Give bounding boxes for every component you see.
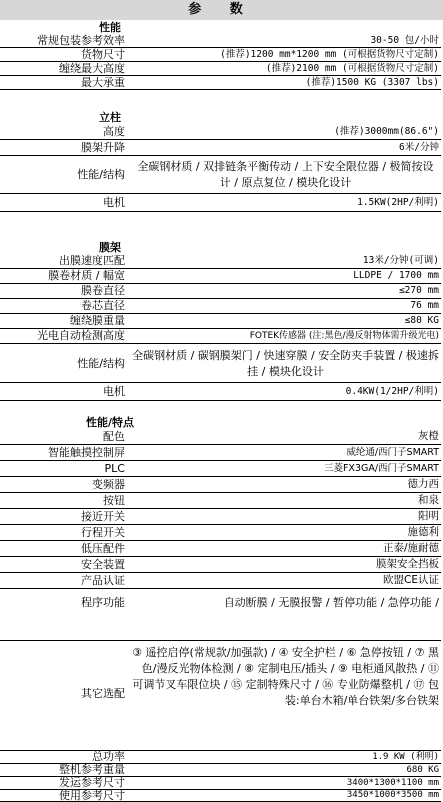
spec-row: 膜卷材质 / 幅宽 LLDPE / 1700 mm [0,269,443,284]
spec-row: 低压配件 正泰/施耐德 [0,541,443,557]
spec-row: 接近开关 阳明 [0,509,443,525]
spec-row: 发运参考尺寸 3400*1300*1100 mm [0,777,443,790]
spec-row: 常规包装参考效率 30-50 包/小时 [0,34,443,48]
spec-row: 卷芯直径 76 mm [0,299,443,314]
spec-row: 使用参考尺寸 3450*1000*3500 mm [0,790,443,802]
spec-row: 货物尺寸 (推荐)1200 mm*1200 mm (可根据货物尺寸定制) [0,48,443,62]
spec-row: 膜架升降 6米/分钟 [0,140,443,156]
spec-row: 智能触摸控制屏 威纶通/西门子SMART [0,445,443,461]
spec-row: 光电自动检测高度 FOTEK传感器 (注:黑色/漫反射物体需升级光电) [0,329,443,344]
spec-row: 最大承重 (推荐)1500 KG (3307 lbs) [0,76,443,90]
section-film-carriage: 膜架 [99,241,121,254]
spec-row: PLC 三菱FX3GA/西门子SMART [0,461,443,477]
spec-row: 行程开关 施德利 [0,525,443,541]
spec-row: 其它选配 ③ 遥控启停(常规款/加强款) / ④ 安全护栏 / ⑥ 急停按钮 / ⑦ 黑色/漫反光物体检测 / ⑧ 定制电压/插头 / ⑨ 电柜通风散热 / ⑪ 可调节叉车限位块 / ⑮ 定制特殊尺寸 / ⑯ 专业防爆整机 / ⑰ 包装:单台木箱/单台铁架/多台铁架 [0,641,443,751]
section-column: 立柱 [99,111,121,124]
section-features: 性能/特点 [85,416,135,429]
spec-row: 安全装置 膜架安全挡板 [0,557,443,573]
spec-row: 程序功能 自动断膜 / 无膜报警 / 暂停功能 / 急停功能 / [0,589,443,641]
spec-title: 参 数 [0,0,443,20]
spec-row: 电机 0.4KW(1/2HP/利明) [0,384,443,401]
spec-row: 电机 1.5KW(2HP/利明) [0,195,443,212]
spec-row: 高度 (推荐)3000mm(86.6") [0,124,443,140]
spec-row: 缠绕最大高度 (推荐)2100 mm (可根据货物尺寸定制) [0,62,443,76]
spec-row: 配色 灰橙 [0,429,443,445]
spec-row: 产品认证 欧盟CE认证 [0,573,443,589]
spec-row: 缠绕膜重量 ≤80 KG [0,314,443,329]
spec-row: 出膜速度匹配 13米/分钟(可调) [0,254,443,269]
section-performance: 性能 [99,21,121,34]
spec-row: 膜卷直径 ≤270 mm [0,284,443,299]
spec-row: 整机参考重量 680 KG [0,764,443,777]
spec-row: 按钮 和泉 [0,493,443,509]
spec-row: 性能/结构 全碳钢材质 / 双排链条平衡传动 / 上下安全限位器 / 极简按设计 / 原点复位 / 模块化设计 [0,156,443,194]
spec-row: 性能/结构 全碳钢材质 / 碳钢膜架门 / 快速穿膜 / 安全防夹手装置 / 极速拆挂 / 模块化设计 [0,345,443,383]
spec-row: 变频器 德力西 [0,477,443,493]
spec-row: 总功率 1.9 KW (利明) [0,751,443,764]
